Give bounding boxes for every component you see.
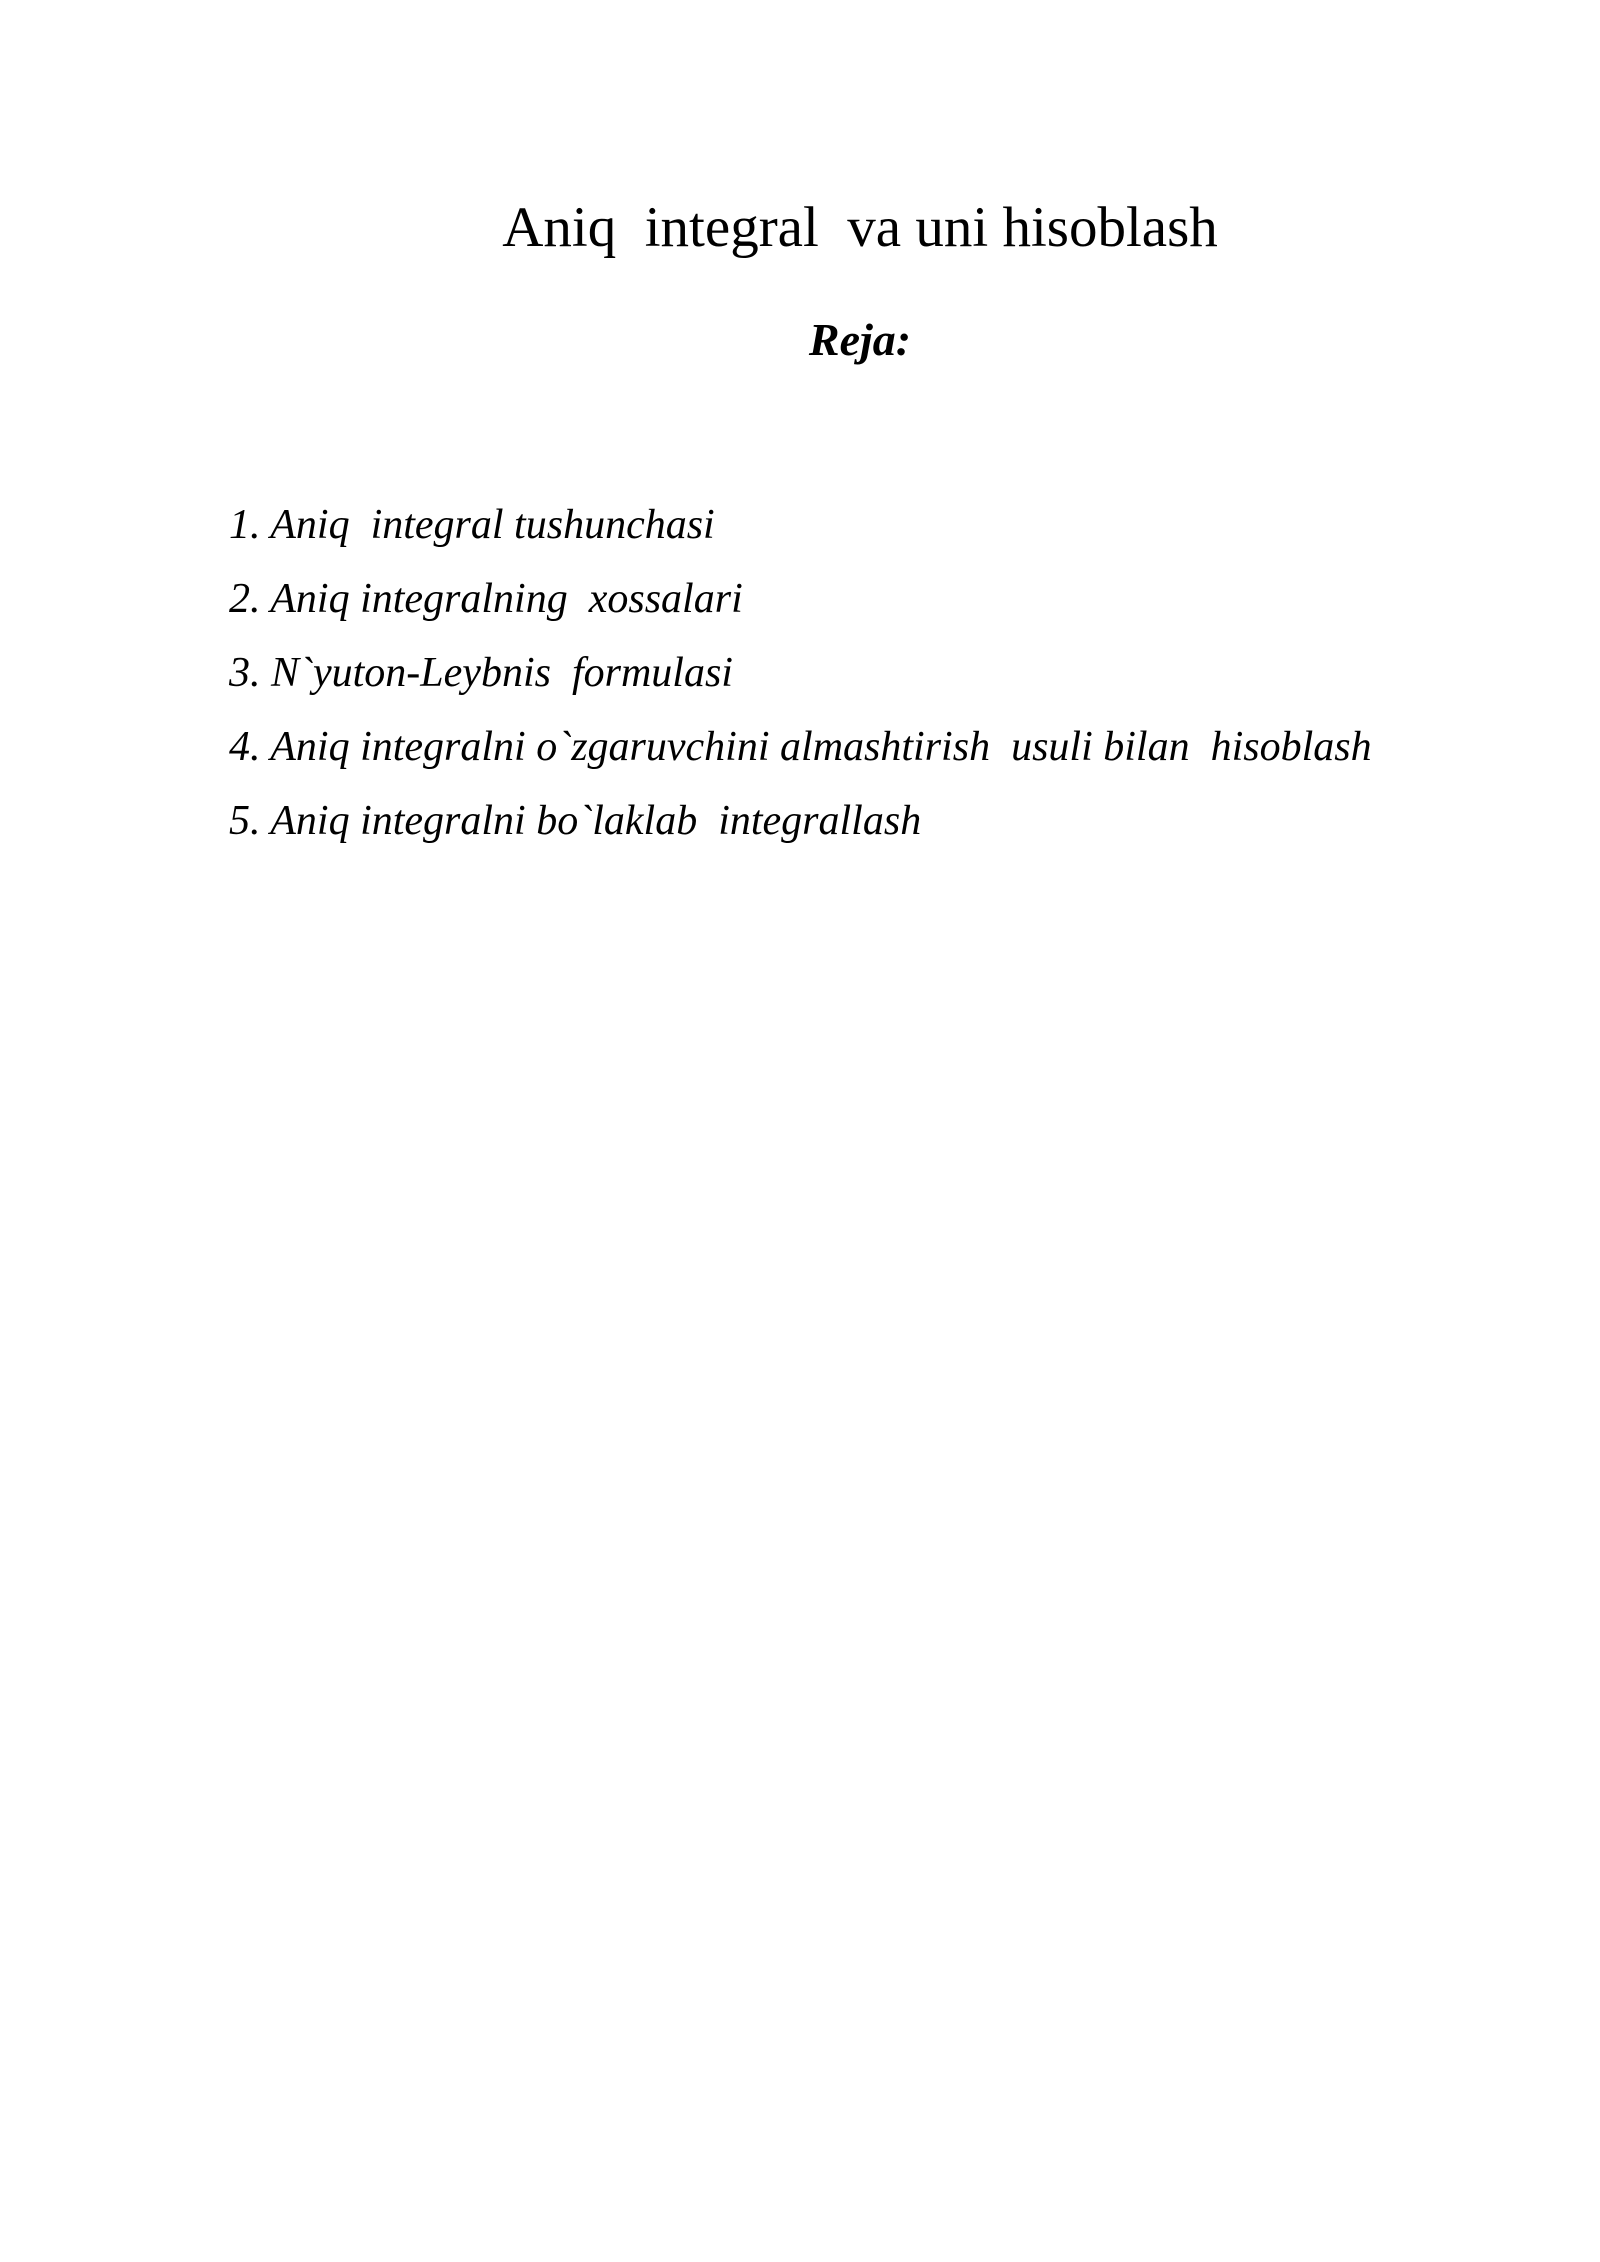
document-title: Aniq integral va uni hisoblash xyxy=(502,196,1218,260)
plan-list xyxy=(229,488,1372,858)
plan-item-3: 3. N`yuton-Leybnis formulasi xyxy=(229,650,733,696)
plan-item-5: 5. Aniq integralni bo`laklab integrallash xyxy=(229,798,922,844)
plan-item-4: 4. Aniq integralni o`zgaruvchini almashtirish usuli bilan hisoblash xyxy=(229,724,1372,770)
plan-item-2: 2. Aniq integralning xossalari xyxy=(229,576,743,622)
plan-item-1: 1. Aniq integral tushunchasi xyxy=(229,502,715,548)
plan-heading: Reja: xyxy=(808,314,912,365)
